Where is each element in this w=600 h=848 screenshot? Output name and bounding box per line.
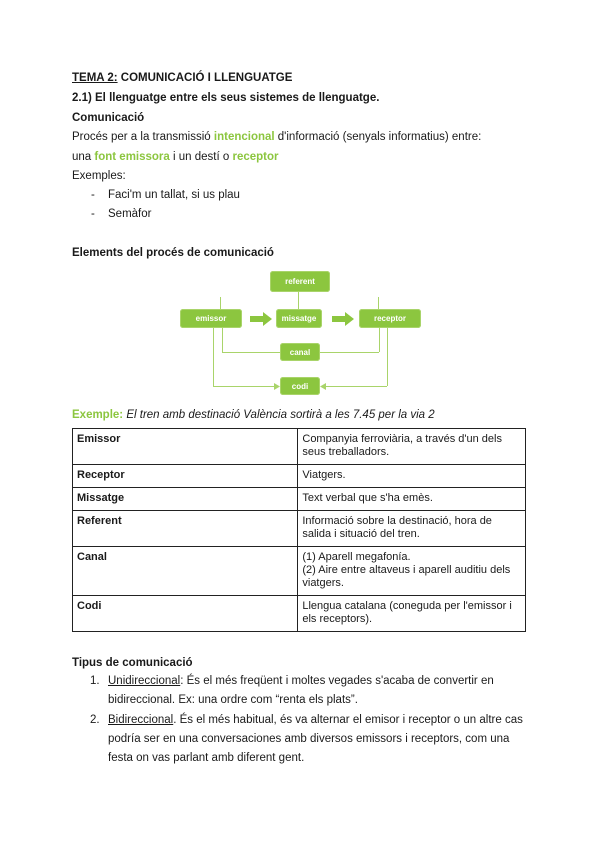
table-row [73,511,526,547]
arrow-right-icon [332,312,354,326]
elements-heading: Elements del procés de comunicació [72,247,274,259]
list-number: 1. [90,675,100,687]
definition-text: Procés per a la transmissió [72,131,214,143]
table-value: Text verbal que s'ha emès. [298,488,526,511]
highlight-receptor: receptor [232,151,279,163]
arrow-right-small-icon [274,383,280,390]
example-sentence: El tren amb destinació València sortirà a les 7.45 per la via 2 [123,409,435,421]
table-key: Missatge [73,488,298,511]
table-value-line: (2) Aire entre altaveus i aparell auditiu dels viatgers. [302,564,511,589]
connector-line [222,352,280,353]
table-row [73,429,526,465]
list-text [108,672,528,710]
definition-text: una [72,151,95,163]
connector-line [379,328,380,352]
table-value: Companyia ferroviària, a través d'un dels seus treballadors. [298,429,526,465]
table-value: Informació sobre la destinació, hora de salida i situació del tren. [298,511,526,547]
definition-text: i un destí o [169,151,233,163]
table-value [298,547,526,596]
connector-line [213,328,214,386]
communication-diagram [170,265,430,400]
bullet-dash: - [91,208,95,220]
topic-title [72,71,292,85]
example-label: Exemple: [72,409,124,421]
table-row [73,488,526,511]
connector-line [320,352,379,353]
node-emissor: emissor [180,309,242,328]
list-term: Bidireccional [108,714,174,726]
definition-line-1 [72,130,481,144]
list-number: 2. [90,714,100,726]
connector-line [387,328,388,386]
node-referent: referent [270,271,330,292]
list-term: Unidireccional [108,675,181,687]
list-description: . És el més habitual, és va alternar el emisor i receptor o un altre cas podría ser en una conversaciones amb diversos emissors i receptors, com una festa on vas parlant amb diferent gent. [108,714,523,764]
topic-label: TEMA 2: [72,72,118,84]
section-subtitle: 2.1) El llenguatge entre els seus sistemes de llenguatge. [72,92,380,104]
node-canal: canal [280,343,320,361]
definition-text: d'informació (senyals informatius) entre: [274,131,482,143]
connector-line [222,328,223,352]
table-row [73,596,526,632]
node-receptor: receptor [359,309,421,328]
definition-line-2 [72,150,279,164]
list-description: : És el més freqüent i moltes vegades s'acaba de convertir en bidireccional. Ex: una ordre com “renta els plats”. [108,675,494,706]
highlight-font-emissora: font emissora [94,151,170,163]
arrow-right-icon [250,312,272,326]
table-row [73,547,526,596]
table-key: Canal [73,547,298,596]
node-codi: codi [280,377,320,395]
tipus-heading: Tipus de comunicació [72,657,193,669]
highlight-intencional: intencional [213,131,275,143]
table-value-line: (1) Aparell megafonía. [302,551,411,563]
comunicacio-heading: Comunicació [72,112,145,124]
connector-line [321,386,387,387]
table-value: Llengua catalana (coneguda per l'emissor i els receptors). [298,596,526,632]
example-item: Faci'm un tallat, si us plau [108,189,240,201]
table-key: Emissor [73,429,298,465]
arrow-left-small-icon [320,383,326,390]
example-item: Semàfor [108,208,152,220]
table-row [73,465,526,488]
bullet-dash: - [91,189,95,201]
table-key: Receptor [73,465,298,488]
connector-line [213,386,279,387]
topic-name: COMUNICACIÓ I LLENGUATGE [117,72,293,84]
list-text [108,711,528,768]
table-key: Referent [73,511,298,547]
node-missatge: missatge [276,309,322,328]
connector-line [220,297,221,309]
table-value: Viatgers. [298,465,526,488]
examples-label: Exemples: [72,170,126,182]
connector-line [378,297,379,309]
connector-line [298,292,299,310]
example-line [72,408,435,422]
elements-table [72,428,526,632]
table-key: Codi [73,596,298,632]
